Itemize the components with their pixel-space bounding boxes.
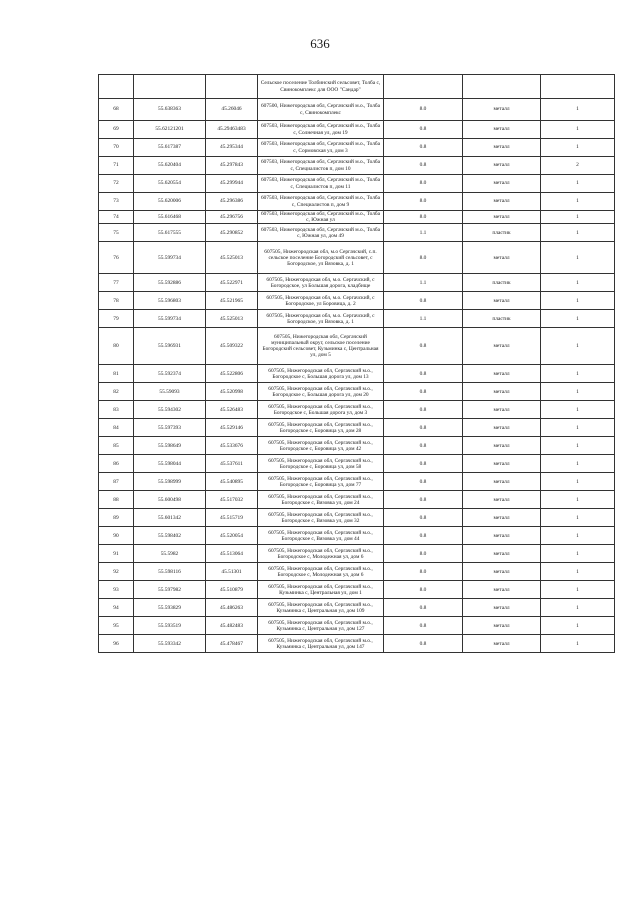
cell-count: 1 [541, 383, 615, 401]
cell-count: 1 [541, 121, 615, 139]
cell-lat: 55.592886 [134, 274, 206, 292]
cell-count: 1 [541, 175, 615, 193]
container-sites-table [98, 74, 615, 653]
cell-lon: 45.517032 [206, 491, 258, 509]
page-number: 636 [310, 36, 330, 51]
cell-num: 84 [99, 419, 134, 437]
cell-num: 93 [99, 581, 134, 599]
cell-count: 1 [541, 635, 615, 653]
cell-lon [206, 75, 258, 99]
cell-material: металл [463, 193, 541, 211]
cell-area: 8.0 [384, 545, 463, 563]
cell-lat: 55.599734 [134, 242, 206, 274]
cell-lon: 45.290852 [206, 224, 258, 242]
cell-lon: 45.520054 [206, 527, 258, 545]
cell-area: 8.0 [384, 193, 463, 211]
table-row [99, 193, 615, 211]
cell-num: 91 [99, 545, 134, 563]
cell-count: 1 [541, 365, 615, 383]
cell-count: 1 [541, 599, 615, 617]
cell-address: 607505, Нижегородская обл, Сергачский м.о., Богородское с, Вязовка ул, дом 32 [258, 509, 384, 527]
table-row [99, 211, 615, 224]
table-row [99, 401, 615, 419]
cell-material: металл [463, 211, 541, 224]
cell-material [463, 75, 541, 99]
cell-num: 68 [99, 99, 134, 121]
cell-address: 607503, Нижегородская обл, Сергачский м.о., Толба с, Южная ул [258, 211, 384, 224]
cell-lat: 55.597982 [134, 581, 206, 599]
cell-address: 607505, Нижегородская обл, Сергачский м.о., Кузьминка с, Центральная ул, дом 109 [258, 599, 384, 617]
cell-address: 607505, Нижегородская обл, м.о. Сергачский, с Богородское, ул Вязовка, д. 1 [258, 310, 384, 328]
cell-lat: 55.598044 [134, 455, 206, 473]
cell-lon: 45.51301 [206, 563, 258, 581]
cell-area: 0.8 [384, 383, 463, 401]
cell-lon: 45.525013 [206, 310, 258, 328]
cell-lon: 45.513064 [206, 545, 258, 563]
cell-material: металл [463, 401, 541, 419]
cell-lat: 55.599734 [134, 310, 206, 328]
cell-lon: 45.482483 [206, 617, 258, 635]
cell-address: 607505, Нижегородская обл, Сергачский м.о., Богородское с, Боровица ул, дом 58 [258, 455, 384, 473]
cell-lat: 55.620006 [134, 193, 206, 211]
cell-count: 1 [541, 310, 615, 328]
cell-count: 1 [541, 473, 615, 491]
cell-num: 95 [99, 617, 134, 635]
table-row [99, 224, 615, 242]
table-row [99, 175, 615, 193]
cell-material: металл [463, 328, 541, 365]
table-row [99, 274, 615, 292]
cell-area: 0.8 [384, 121, 463, 139]
cell-material: металл [463, 139, 541, 157]
table-row [99, 563, 615, 581]
cell-lat: 55.593829 [134, 599, 206, 617]
cell-material: металл [463, 455, 541, 473]
cell-area: 0.8 [384, 139, 463, 157]
cell-num: 81 [99, 365, 134, 383]
cell-area: 0.8 [384, 401, 463, 419]
cell-num: 72 [99, 175, 134, 193]
table-row [99, 121, 615, 139]
cell-count [541, 75, 615, 99]
cell-lon: 45.533676 [206, 437, 258, 455]
cell-address: 607505, Нижегородская обл, Сергачский м.о., Богородское с, Молодежная ул, дом 6 [258, 545, 384, 563]
cell-area: 1.1 [384, 310, 463, 328]
cell-material: металл [463, 635, 541, 653]
cell-count: 1 [541, 581, 615, 599]
cell-lat: 55.600498 [134, 491, 206, 509]
cell-address: 607503, Нижегородская обл, Сергачский м.о., Толба с, Солнечная ул, дом 19 [258, 121, 384, 139]
cell-lon: 45.509322 [206, 328, 258, 365]
table-row [99, 437, 615, 455]
cell-material: металл [463, 599, 541, 617]
cell-count: 1 [541, 455, 615, 473]
cell-area: 1.1 [384, 224, 463, 242]
cell-address: 607505, Нижегородская обл, м.о. Сергачский, с Богородское, ул Боровица, д. 2 [258, 292, 384, 310]
cell-num: 78 [99, 292, 134, 310]
cell-material: металл [463, 365, 541, 383]
table-row [99, 509, 615, 527]
cell-count: 2 [541, 157, 615, 175]
cell-count: 1 [541, 99, 615, 121]
table-row [99, 310, 615, 328]
cell-lat: 55.5982 [134, 545, 206, 563]
cell-num: 82 [99, 383, 134, 401]
cell-area: 0.8 [384, 509, 463, 527]
cell-address: 607505, Нижегородская обл, Сергачский м.о., Богородское с, Большая дорога ул, дом 13 [258, 365, 384, 383]
cell-lat: 55.596931 [134, 328, 206, 365]
cell-num: 71 [99, 157, 134, 175]
cell-lat: 55.617555 [134, 224, 206, 242]
cell-material: металл [463, 491, 541, 509]
cell-num: 76 [99, 242, 134, 274]
cell-area: 0.8 [384, 599, 463, 617]
cell-count: 1 [541, 563, 615, 581]
cell-num: 90 [99, 527, 134, 545]
cell-lon: 45.296386 [206, 193, 258, 211]
table-body [99, 75, 615, 653]
cell-lat: 55.597393 [134, 419, 206, 437]
cell-address: 607500, Нижегородская обл, Сергачский м.о., Толба с, Свинокомплекс [258, 99, 384, 121]
cell-lat: 55.598649 [134, 437, 206, 455]
table-row [99, 635, 615, 653]
table-row [99, 491, 615, 509]
cell-material: пластик [463, 274, 541, 292]
table-row [99, 157, 615, 175]
cell-lat: 55.601342 [134, 509, 206, 527]
cell-material: металл [463, 419, 541, 437]
cell-count: 1 [541, 527, 615, 545]
cell-lat: 55.616468 [134, 211, 206, 224]
cell-lat: 55.62121201 [134, 121, 206, 139]
cell-area: 0.8 [384, 328, 463, 365]
cell-area: 0.8 [384, 437, 463, 455]
cell-count: 1 [541, 328, 615, 365]
cell-address: 607505, Нижегородская обл, Сергачский м.о., Кузьминка с, Центральная ул, дом 147 [258, 635, 384, 653]
cell-count: 1 [541, 491, 615, 509]
cell-area: 0.8 [384, 491, 463, 509]
cell-lon: 45.297843 [206, 157, 258, 175]
cell-address: 607503, Нижегородская обл, Сергачский м.о., Толба с, Специалистов п, дом 10 [258, 157, 384, 175]
cell-area: 0.8 [384, 157, 463, 175]
cell-lat [134, 75, 206, 99]
cell-material: металл [463, 121, 541, 139]
cell-area: 0.8 [384, 527, 463, 545]
cell-lon: 45.296756 [206, 211, 258, 224]
cell-material: металл [463, 157, 541, 175]
cell-material: металл [463, 473, 541, 491]
cell-count: 1 [541, 437, 615, 455]
cell-address: 607505, Нижегородская обл, Сергачский м.о., Богородское с, Боровица ул, дом 42 [258, 437, 384, 455]
cell-area: 8.0 [384, 99, 463, 121]
cell-material: металл [463, 175, 541, 193]
cell-address: 607503, Нижегородская обл, Сергачский м.о., Толба с, Сормовская ул, дом 3 [258, 139, 384, 157]
cell-address: 607505, Нижегородская обл, Сергачский м.о., Богородское с, Боровица ул, дом 77 [258, 473, 384, 491]
cell-num: 88 [99, 491, 134, 509]
cell-area: 8.0 [384, 211, 463, 224]
cell-lon: 45.529146 [206, 419, 258, 437]
cell-area [384, 75, 463, 99]
cell-count: 1 [541, 617, 615, 635]
table-row [99, 139, 615, 157]
cell-count: 1 [541, 242, 615, 274]
cell-count: 1 [541, 419, 615, 437]
cell-num: 70 [99, 139, 134, 157]
cell-lon: 45.522971 [206, 274, 258, 292]
cell-count: 1 [541, 211, 615, 224]
cell-material: металл [463, 383, 541, 401]
cell-address: 607505, Нижегородская обл, Сергачский муниципальный округ, сельское поселение Богородский сельсовет, Кузьминка с, Центральная ул, дом 5 [258, 328, 384, 365]
table-row [99, 473, 615, 491]
cell-address: 607503, Нижегородская обл, Сергачский м.о., Толба с, Специалистов п, дом 11 [258, 175, 384, 193]
cell-address: 607505, Нижегородская обл, Сергачский м.о., Богородское с, Большая дорога ул, дом 3 [258, 401, 384, 419]
cell-area: 0.8 [384, 473, 463, 491]
table-row [99, 383, 615, 401]
cell-lon: 45.299944 [206, 175, 258, 193]
cell-lat: 55.598402 [134, 527, 206, 545]
cell-area: 0.8 [384, 292, 463, 310]
cell-address: 607505, Нижегородская обл, Сергачский м.о., Богородское с, Вязовка ул, дом 24 [258, 491, 384, 509]
cell-lon: 45.537611 [206, 455, 258, 473]
table-row [99, 99, 615, 121]
cell-address: 607505, Нижегородская обл, Сергачский м.о., Кузьминка с, Центральная ул, дом 127 [258, 617, 384, 635]
cell-lon: 45.478467 [206, 635, 258, 653]
cell-address: 607505, Нижегородская обл, м.о Сергачский, с.п. сельское поселение Богородский сельсовет, с Богородское, ул Вязовка, д. 1 [258, 242, 384, 274]
cell-lon: 45.510879 [206, 581, 258, 599]
cell-lon: 45.515719 [206, 509, 258, 527]
cell-count: 1 [541, 509, 615, 527]
cell-material: металл [463, 617, 541, 635]
cell-count: 1 [541, 224, 615, 242]
cell-count: 1 [541, 193, 615, 211]
table-header-row [99, 75, 615, 99]
cell-material: металл [463, 545, 541, 563]
table-row [99, 292, 615, 310]
cell-lat: 55.596803 [134, 292, 206, 310]
cell-count: 1 [541, 139, 615, 157]
cell-material: металл [463, 563, 541, 581]
cell-material: металл [463, 509, 541, 527]
cell-num: 69 [99, 121, 134, 139]
cell-material: металл [463, 437, 541, 455]
cell-material: металл [463, 292, 541, 310]
table-row [99, 599, 615, 617]
cell-area: 8.0 [384, 581, 463, 599]
cell-num: 94 [99, 599, 134, 617]
cell-num: 73 [99, 193, 134, 211]
cell-lon: 45.522806 [206, 365, 258, 383]
cell-lat: 55.638363 [134, 99, 206, 121]
cell-material: металл [463, 581, 541, 599]
cell-lat: 55.617387 [134, 139, 206, 157]
cell-area: 0.8 [384, 617, 463, 635]
cell-num: 75 [99, 224, 134, 242]
cell-material: металл [463, 527, 541, 545]
cell-area: 0.8 [384, 419, 463, 437]
table-row [99, 545, 615, 563]
cell-lat: 55.598999 [134, 473, 206, 491]
cell-lon: 45.525013 [206, 242, 258, 274]
cell-num: 83 [99, 401, 134, 419]
cell-num: 92 [99, 563, 134, 581]
table-row [99, 455, 615, 473]
cell-num: 77 [99, 274, 134, 292]
cell-lat: 55.598116 [134, 563, 206, 581]
cell-num: 74 [99, 211, 134, 224]
cell-lat: 55.620404 [134, 157, 206, 175]
cell-num: 86 [99, 455, 134, 473]
cell-area: 8.0 [384, 175, 463, 193]
cell-count: 1 [541, 292, 615, 310]
cell-material: металл [463, 242, 541, 274]
cell-lat: 55.59093 [134, 383, 206, 401]
cell-material: металл [463, 99, 541, 121]
cell-lat: 55.594302 [134, 401, 206, 419]
cell-area: 8.0 [384, 563, 463, 581]
cell-lat: 55.592374 [134, 365, 206, 383]
cell-num: 89 [99, 509, 134, 527]
table-row [99, 419, 615, 437]
cell-address: 607503, Нижегородская обл, Сергачский м.о., Толба с, Южная ул, дом 49 [258, 224, 384, 242]
table-row [99, 581, 615, 599]
cell-area: 1.1 [384, 274, 463, 292]
cell-lon: 45.486263 [206, 599, 258, 617]
cell-count: 1 [541, 545, 615, 563]
cell-address: 607505, Нижегородская обл, Сергачский м.о., Богородское с, Молодежная ул, дом 6 [258, 563, 384, 581]
table-row [99, 527, 615, 545]
cell-count: 1 [541, 401, 615, 419]
cell-num: 96 [99, 635, 134, 653]
cell-area: 0.8 [384, 365, 463, 383]
cell-lon: 45.540895 [206, 473, 258, 491]
cell-num: 85 [99, 437, 134, 455]
cell-area: 8.0 [384, 242, 463, 274]
cell-lon: 45.521965 [206, 292, 258, 310]
cell-address: 607503, Нижегородская обл, Сергачский м.о., Толба с, Специалистов п, дом 9 [258, 193, 384, 211]
cell-num: 80 [99, 328, 134, 365]
cell-lon: 45.520998 [206, 383, 258, 401]
cell-area: 0.8 [384, 455, 463, 473]
cell-num: 87 [99, 473, 134, 491]
cell-lat: 55.593519 [134, 617, 206, 635]
cell-lon: 45.295344 [206, 139, 258, 157]
cell-lat: 55.620554 [134, 175, 206, 193]
cell-address: 607505, Нижегородская обл, Сергачский м.о., Богородское с, Большая дорога ул, дом 20 [258, 383, 384, 401]
table-row [99, 328, 615, 365]
cell-address: 607505, Нижегородская обл, Сергачский м.о., Богородское с, Вязовка ул, дом 44 [258, 527, 384, 545]
table-row [99, 617, 615, 635]
cell-address: Сельское поселение Толбинский сельсовет, Толба с, Свинокомплекс для ООО "Сандар" [258, 75, 384, 99]
cell-lon: 45.26046 [206, 99, 258, 121]
cell-address: 607505, Нижегородская обл, Сергачский м.о., Кузьминка с, Центральная ул, дом 1 [258, 581, 384, 599]
cell-lon: 45.526483 [206, 401, 258, 419]
cell-material: пластик [463, 310, 541, 328]
cell-address: 607505, Нижегородская обл, Сергачский м.о., Богородское с, Боровица ул, дом 28 [258, 419, 384, 437]
cell-lat: 55.593342 [134, 635, 206, 653]
cell-address: 607505, Нижегородская обл, м.о. Сергачский, с Богородское, ул Большая дорога, кладбище [258, 274, 384, 292]
cell-num: 79 [99, 310, 134, 328]
cell-lon: 45.29463483 [206, 121, 258, 139]
cell-count: 1 [541, 274, 615, 292]
cell-num [99, 75, 134, 99]
table-row [99, 365, 615, 383]
cell-material: пластик [463, 224, 541, 242]
cell-area: 0.8 [384, 635, 463, 653]
table-row [99, 242, 615, 274]
